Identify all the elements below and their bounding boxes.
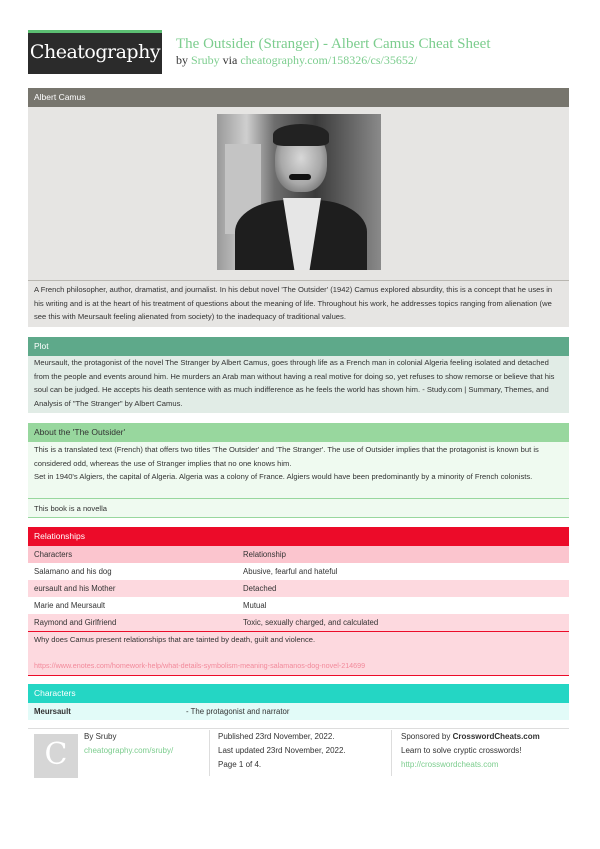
plot-text: Meursault, the protagonist of the novel The Stranger by Albert Camus, goes through life as a French man in colonial Algeria feeling isolated and detached from the people and events around him. He murders an Arab man without having a real motive for doing so, yet refuses to show remorse or believe that his soul can be judged. He accepts his death sentence with as much indifference as he feels the world has shown him. - Study.com | Summary, Themes, and Analysis of "The Stranger" by Albert Camus.: [34, 358, 555, 408]
published-date: Published 23rd November, 2022.: [218, 732, 335, 741]
byline: [176, 53, 417, 68]
about-text-2: Set in 1940's Algiers, the capital of Algeria. Algeria was a colony of France. Algiers would have been predominantly by a minority of French colonists.: [34, 472, 533, 481]
cell-relationship: Mutual: [243, 601, 267, 610]
sponsor-url[interactable]: http://crosswordcheats.com: [401, 760, 499, 769]
table-row: [28, 563, 569, 580]
character-row: [28, 703, 569, 720]
page-title: The Outsider (Stranger) - Albert Camus Cheat Sheet: [176, 36, 491, 52]
about-text-1: This is a translated text (French) that offers two titles 'The Outsider' and 'The Stranger'. The use of Outsider implies that the protagonist is known but is considered odd, whereas the use of Stranger implies that no one knows him.: [34, 445, 539, 468]
logo-text: Cheatography: [29, 41, 161, 63]
cell-relationship: Detached: [243, 584, 277, 593]
camus-portrait-image: [217, 114, 381, 270]
footer-author-url[interactable]: cheatography.com/sruby/: [84, 746, 174, 755]
table-row: [28, 580, 569, 597]
footer-author: [84, 730, 173, 758]
about-text-3: This book is a novella: [34, 504, 108, 513]
page-number: Page 1 of 4.: [218, 760, 262, 769]
by-label: by: [176, 53, 188, 67]
sponsor-tagline: Learn to solve cryptic crosswords!: [401, 746, 522, 755]
section-heading-about: About the 'The Outsider': [28, 423, 569, 442]
cell-relationship: Toxic, sexually charged, and calculated: [243, 618, 379, 627]
section-heading-plot: Plot: [28, 337, 569, 356]
avatar-letter: C: [44, 737, 68, 772]
character-name: Meursault: [34, 707, 71, 716]
section-heading-characters: Characters: [28, 684, 569, 703]
cell-characters: Marie and Meursault: [34, 601, 106, 610]
camus-bio-text: A French philosopher, author, dramatist, and journalist. In his debut novel 'The Outsider' (1942) Camus explored absurdity, this is a concept that he uses in his writing and is at the heart of his treatment of questions about the meaning of life. Throughout his work, he addresses topics ranging from alienation (we see this with Meursault feeling alienated from society) to the inadequacy of traditional values.: [34, 285, 553, 322]
enotes-link[interactable]: https://www.enotes.com/homework-help/what-details-symbolism-meaning-salamanos-dog-novel-214699: [34, 661, 366, 670]
footer-by-label: By: [84, 732, 94, 741]
character-description: - The protagonist and narrator: [186, 707, 290, 716]
table-row: [28, 614, 569, 631]
via-label: via: [222, 53, 238, 67]
section-heading-relationships: Relationships: [28, 527, 569, 546]
updated-date: Last updated 23rd November, 2022.: [218, 746, 346, 755]
table-header-row: [28, 546, 569, 563]
cell-characters: Raymond and Girlfriend: [34, 618, 117, 627]
section-heading-albert-camus: Albert Camus: [28, 88, 569, 107]
footer-author-name[interactable]: Sruby: [95, 732, 117, 741]
cheatography-logo[interactable]: [28, 30, 162, 74]
column-header-relationship: Relationship: [243, 550, 286, 559]
column-header-characters: Characters: [34, 550, 73, 559]
footer-sponsor: [401, 730, 540, 772]
cell-relationship: Abusive, fearful and hateful: [243, 567, 338, 576]
relationships-note: Why does Camus present relationships that are tainted by death, guilt and violence.: [34, 635, 316, 644]
sponsor-prefix: Sponsored by: [401, 732, 451, 741]
cell-characters: Salamano and his dog: [34, 567, 112, 576]
sheet-url-link[interactable]: cheatography.com/158326/cs/35652/: [240, 53, 418, 67]
sponsor-name[interactable]: CrosswordCheats.com: [452, 732, 540, 741]
footer-dates: [218, 730, 346, 772]
author-link[interactable]: Sruby: [191, 53, 220, 67]
avatar[interactable]: [34, 734, 78, 778]
table-row: [28, 597, 569, 614]
cell-characters: eursault and his Mother: [34, 584, 116, 593]
